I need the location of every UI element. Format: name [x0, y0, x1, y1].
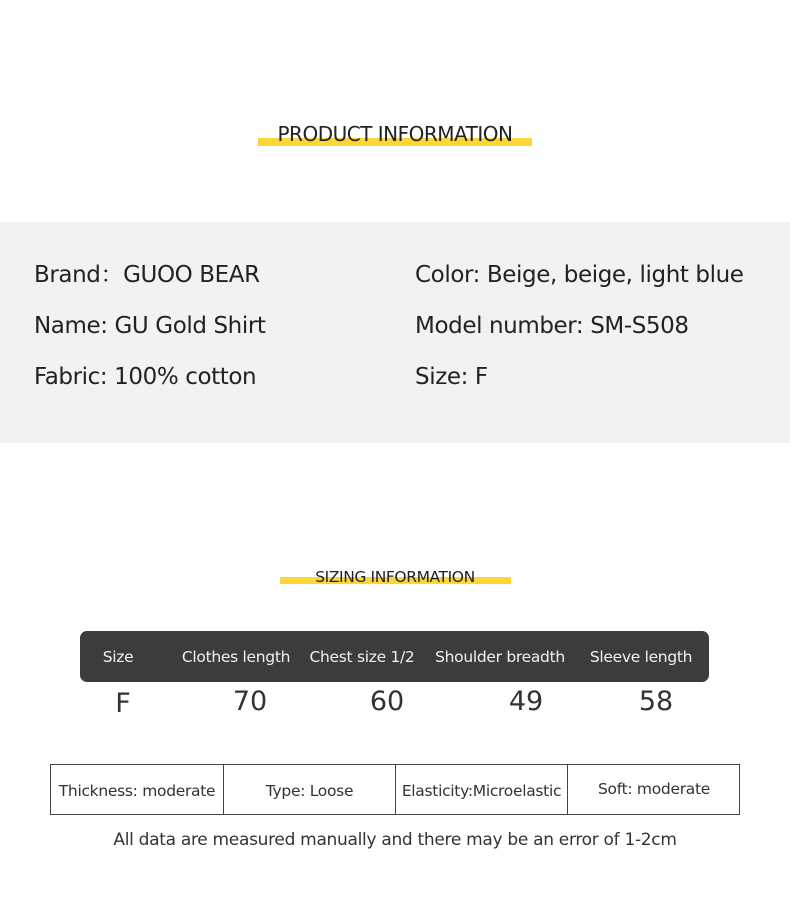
model-number-field: Model number: SM-S508: [415, 313, 689, 339]
table-cell-clothes-length: 70: [232, 686, 268, 717]
measurement-note: All data are measured manually and there may be an error of 1-2cm: [113, 830, 677, 850]
brand-field: Brand：GUOO BEAR: [34, 262, 260, 288]
sizing-information-heading: [0, 566, 790, 588]
size-field: Size: F: [415, 364, 488, 390]
heading-text: SIZING INFORMATION: [315, 568, 475, 586]
size-table-header: [80, 631, 709, 682]
attribute-type: Type: Loose: [223, 765, 395, 814]
product-information-heading: [0, 120, 790, 148]
table-cell-size: F: [115, 688, 131, 719]
heading-text: PRODUCT INFORMATION: [277, 122, 513, 146]
product-info-panel: [0, 222, 790, 443]
attributes-table: [50, 764, 740, 815]
column-header-sleeve-length: Sleeve length: [589, 648, 693, 666]
column-header-clothes-length: Clothes length: [181, 648, 291, 666]
column-header-size: Size: [102, 648, 134, 666]
column-header-shoulder-breadth: Shoulder breadth: [435, 648, 565, 666]
table-cell-shoulder-breadth: 49: [508, 686, 544, 717]
table-cell-sleeve-length: 58: [638, 686, 674, 717]
attribute-thickness: Thickness: moderate: [58, 782, 216, 800]
table-cell-chest-size: 60: [369, 686, 405, 717]
column-header-chest-size: Chest size 1/2: [309, 648, 415, 666]
name-field: Name: GU Gold Shirt: [34, 313, 266, 339]
attribute-softness: Soft: moderate: [567, 765, 740, 814]
attribute-elasticity: Elasticity:Microelastic: [395, 765, 567, 814]
color-field: Color: Beige, beige, light blue: [415, 262, 744, 288]
fabric-field: Fabric: 100% cotton: [34, 364, 257, 390]
